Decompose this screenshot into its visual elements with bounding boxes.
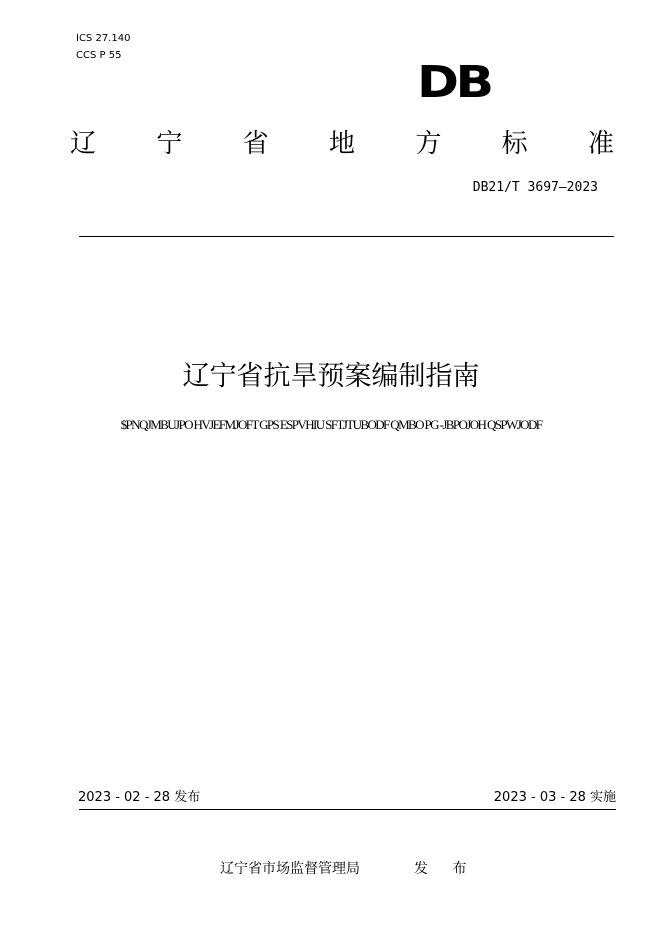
standard-number: DB21/T 3697—2023 (472, 180, 598, 195)
standard-type-char: 地 (328, 129, 355, 159)
standard-type-char: 辽 (70, 129, 97, 159)
document-title: 辽宁省抗旱预案编制指南 (182, 361, 480, 392)
publish-label: 发 布 (414, 861, 477, 877)
db-logo: DB (417, 57, 491, 108)
standard-type-char: 省 (242, 129, 269, 159)
implementation-date: 2023 - 03 - 28 实施 (493, 790, 616, 805)
standard-type-title (70, 126, 614, 162)
standard-type-char: 准 (587, 129, 614, 159)
standard-type-char: 宁 (156, 129, 183, 159)
document-title-english: $PNQJMBUJPO HVJEFMJOFT GPS ESPVHIU SFTJTUBODF QMBO PG -JBPOJOH QSPWJODF (120, 417, 542, 432)
bottom-divider (79, 809, 616, 810)
ccs-code: CCS P 55 (76, 50, 122, 61)
standard-type-char: 方 (415, 129, 442, 159)
ics-code: ICS 27.140 (76, 33, 131, 44)
publisher: 辽宁省市场监督管理局 (220, 861, 360, 877)
standard-type-char: 标 (501, 129, 528, 159)
issue-date: 2023 - 02 - 28 发布 (78, 790, 201, 805)
top-divider (79, 236, 614, 237)
